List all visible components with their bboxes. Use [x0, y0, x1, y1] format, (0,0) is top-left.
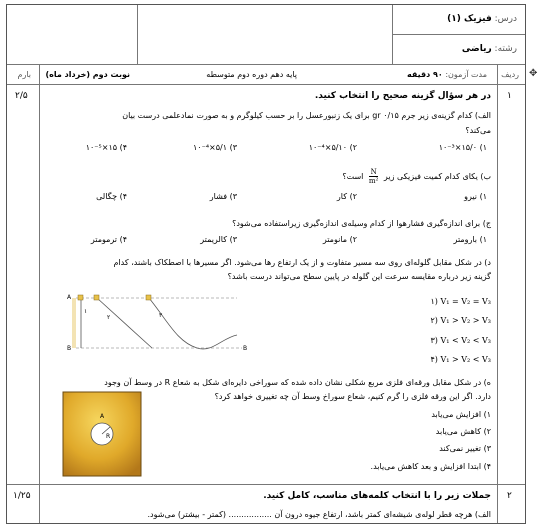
path-label-3: ۳ — [159, 312, 163, 319]
header-divider — [39, 64, 40, 84]
subject-field — [447, 14, 517, 25]
move-handle-icon[interactable]: ✥ — [529, 68, 538, 79]
q1e-option-2[interactable]: ۲) کاهش می‌یابد — [435, 427, 491, 436]
question-2-score: ۱/۲۵ — [13, 491, 31, 501]
q1d-option-3[interactable]: ۳) V₁ < V₂ < V₃ — [430, 336, 491, 345]
option[interactable]: ۲) مانومتر — [322, 235, 357, 244]
q1e-option-3[interactable]: ۳) تغییر نمی‌کند — [439, 444, 491, 453]
q1d-option-4[interactable]: ۴) V₁ > V₂ < V₃ — [430, 355, 491, 364]
q1e-text-cont: دارد. اگر این ورقه فلزی را گرم کنیم، شعاع سوراخ وسط آن چه تغییری خواهد کرد؟ — [214, 392, 491, 401]
number-column-divider — [497, 85, 498, 524]
q1d-option-2[interactable]: ۲) V₁ > V₂ > V₃ — [430, 316, 491, 325]
duration-value: ۹۰ دقیقه — [407, 70, 443, 79]
metal-sheet-labels — [62, 391, 142, 477]
q1c-text: ج) برای اندازه‌گیری فشارهوا از کدام وسیله‌ی اندازه‌گیری زیراستفاده می‌شود؟ — [232, 219, 491, 228]
q1b-options — [47, 192, 487, 204]
duration-field — [407, 69, 487, 80]
row-label: ردیف — [501, 70, 519, 79]
q2-instruction: جملات زیر را با انتخاب کلمه‌های مناسب، کامل کنید. — [263, 491, 491, 501]
figure-label-b-right: B — [243, 345, 248, 352]
header-divider — [137, 5, 138, 64]
q1a-options — [47, 143, 487, 155]
path-label-1: ۱ — [84, 308, 88, 315]
question-2-number: ۲ — [507, 491, 512, 501]
q1d-text-cont: گزینه زیر درباره مقایسه سرعت این گلوله در پایین سطح می‌تواند درست باشد؟ — [227, 272, 491, 281]
q1d-text: د) در شکل مقابل گلوله‌ای روی سه مسیر متفاوت و از یک ارتفاع رها می‌شود. اگر مسیرها با اصطکاک باشند، کدام — [113, 258, 491, 267]
unit-fraction — [369, 168, 378, 185]
exam-page — [6, 4, 526, 524]
option[interactable]: ۱) ۱۵/۰×۱۰⁻³ — [438, 143, 487, 152]
option[interactable]: ۳) کالریمتر — [200, 235, 237, 244]
slope-figure-labels — [67, 290, 257, 360]
option[interactable]: ۴) چگالی — [96, 192, 127, 201]
option[interactable]: ۳) فشار — [209, 192, 237, 201]
q1d-option-1[interactable]: ۱) V₁ = V₂ = V₃ — [430, 297, 491, 306]
field-field — [462, 44, 517, 55]
option[interactable]: ۳) ۵/۱×۱۰⁻⁴ — [193, 143, 237, 152]
header-divider — [497, 64, 498, 84]
q1e-text: ه) در شکل مقابل ورقه‌ای فلزی مربع شکلی نشان داده شده که سوراخی دایره‌ای شکل به شعاع R در وسط آن وجود — [104, 378, 491, 387]
exam-header — [7, 5, 525, 85]
q1b-text — [342, 168, 491, 185]
option[interactable]: ۱) نیرو — [464, 192, 487, 201]
grade-value: پایه دهم دوره دوم متوسطه — [206, 70, 297, 79]
question-1-score: ۲/۵ — [15, 91, 28, 101]
score-column-divider — [39, 85, 40, 524]
duration-label: مدت آزمون: — [445, 70, 487, 79]
q1c-options — [47, 235, 487, 247]
option[interactable]: ۴) ۱۵×۱۰⁻⁵ — [85, 143, 127, 152]
sheet-label-r: R — [106, 433, 111, 440]
question-divider — [7, 484, 525, 485]
header-divider — [392, 34, 525, 35]
option[interactable]: ۲) ۵/۱۰×۱۰⁻⁴ — [308, 143, 357, 152]
q1e-option-4[interactable]: ۴) ابتدا افزایش و بعد کاهش می‌یابد. — [370, 462, 491, 471]
exam-body — [7, 85, 525, 524]
q1-instruction: در هر سؤال گزینه صحیح را انتخاب کنید. — [314, 91, 491, 101]
q1a-text-cont: می‌کند؟ — [465, 126, 491, 135]
sheet-label-a: A — [100, 413, 105, 420]
field-label: رشته: — [494, 44, 517, 54]
question-1-number: ۱ — [507, 91, 512, 101]
q1e-option-1[interactable]: ۱) افزایش می‌یابد — [431, 410, 491, 419]
figure-label-a: A — [67, 294, 72, 301]
q2a-text: الف) هرچه قطر لوله‌ی شیشه‌ای کمتر باشد، ارتفاع جیوه درون آن ................. (کمتر - بیشتر) می‌شود. — [147, 510, 491, 519]
q1b-text-end: است؟ — [342, 172, 364, 181]
unit-numerator: N — [370, 168, 377, 176]
path-label-2: ۲ — [107, 314, 111, 321]
option[interactable]: ۱) بارومتر — [453, 235, 487, 244]
subject-label: درس: — [494, 14, 517, 24]
score-column-label: بارم — [17, 70, 31, 79]
subject-value: فیزیک (۱) — [447, 14, 492, 24]
field-value: ریاضی — [461, 44, 492, 54]
q1b-text-start: ب) یکای کدام کمیت فیزیکی زیر — [383, 172, 491, 181]
option[interactable]: ۲) کار — [336, 192, 357, 201]
q1a-text: الف) کدام گزینه‌ی زیر جرم ۰/۱۵ gr برای یک زنبورعسل را بر حسب کیلوگرم و به صورت نمادعلمی درست بیان — [122, 111, 491, 120]
session-value: نوبت دوم (خرداد ماه) — [45, 70, 130, 79]
figure-label-b: B — [67, 345, 72, 352]
unit-denominator: m² — [368, 177, 379, 185]
option[interactable]: ۴) ترمومتر — [90, 235, 127, 244]
header-divider — [7, 64, 525, 65]
